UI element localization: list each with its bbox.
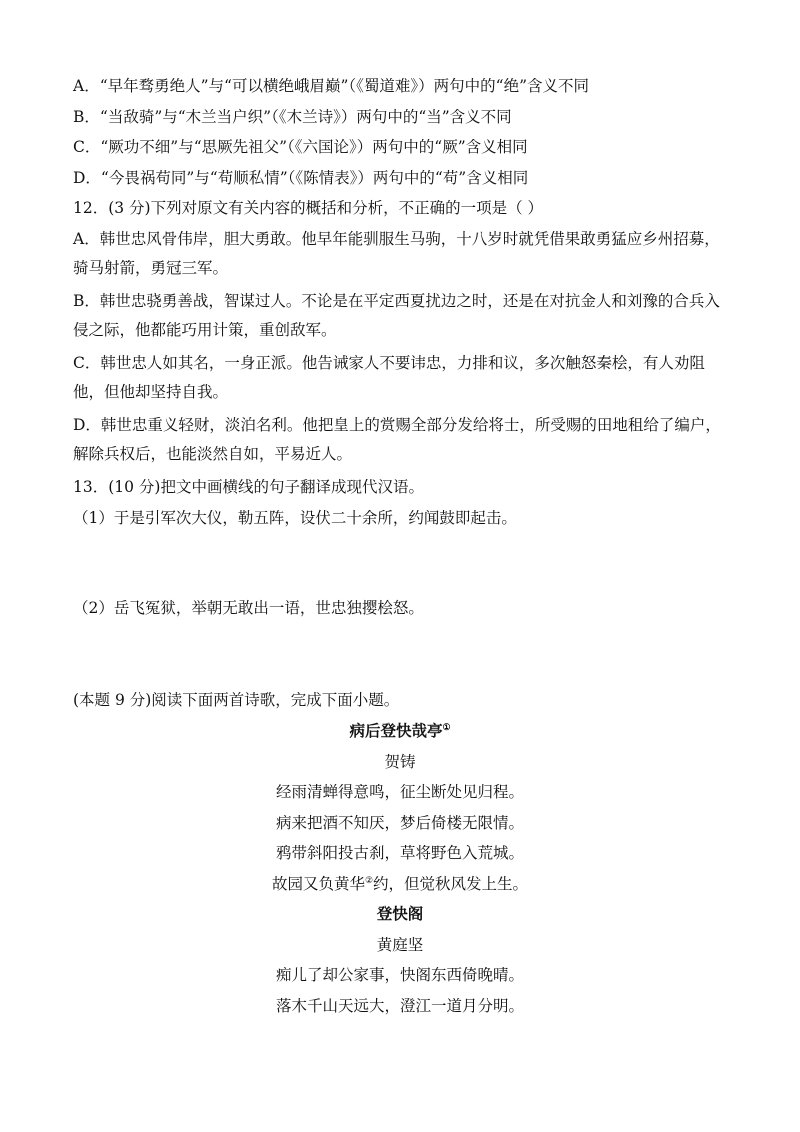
q12-option-a: A．韩世忠风骨伟岸，胆大勇敢。他早年能驯服生马驹，十八岁时就凭借果敢勇猛应乡州招募，骑马射箭，勇冠三军。 xyxy=(73,230,720,277)
q11-option-c: C．“厥功不细”与“思厥先祖父”（《六国论》）两句中的“厥”含义相同 xyxy=(73,138,528,156)
q13-answer-area-2 xyxy=(73,630,723,680)
q13-answer-area-1 xyxy=(73,540,723,590)
q13-item-1: （1）于是引军次大仪，勒五阵，设伏二十余所，约闻鼓即起击。 xyxy=(73,509,517,527)
q12-option-c: C．韩世忠人如其名，一身正派。他告诫家人不要讳忠，力排和议，多次触怒秦桧，有人劝阻他，但他却坚持自我。 xyxy=(73,354,705,401)
q11-option-d: D．“今畏祸苟同”与“苟顺私情”（《陈情表》）两句中的“苟”含义相同 xyxy=(73,169,529,187)
poem1-line-3: 鸦带斜阳投古刹，草将野色入荒城。 xyxy=(275,844,524,862)
q13-item-2: （2）岳飞冤狱，举朝无敢出一语，世忠独撄桧怒。 xyxy=(73,599,424,617)
q12-option-b: B．韩世忠骁勇善战，智谋过人。不论是在平定西夏扰边之时，还是在对抗金人和刘豫的合兵入侵之际，他都能巧用计策，重创敌军。 xyxy=(73,292,720,339)
poem1-title: 病后登快哉亭① xyxy=(349,721,451,740)
q13-stem: 13．(10 分)把文中画横线的句子翻译成现代汉语。 xyxy=(73,478,424,496)
poem2-line-2: 落木千山天远大，澄江一道月分明。 xyxy=(275,997,524,1015)
q12-option-d: D．韩世忠重义轻财，淡泊名利。他把皇上的赏赐全部分发给将士，所受赐的田地租给了编户，解除兵权后，也能淡然自如，平易近人。 xyxy=(73,416,721,463)
poem2-author: 黄庭坚 xyxy=(376,936,424,954)
q12-stem: 12．(3 分)下列对原文有关内容的概括和分析，不正确的一项是（ ） xyxy=(73,199,544,217)
poem1-author: 贺铸 xyxy=(384,753,416,771)
poem2-title: 登快阁 xyxy=(376,904,424,923)
poem1-line-1: 经雨清蝉得意鸣，征尘断处见归程。 xyxy=(275,783,524,801)
q11-option-a: A．“早年骛勇绝人”与“可以横绝峨眉巅”（《蜀道难》）两句中的“绝”含义不同 xyxy=(73,77,589,95)
poetry-section-intro: (本题 9 分)阅读下面两首诗歌，完成下面小题。 xyxy=(73,691,400,709)
poem1-line4-footnote: ② xyxy=(364,876,374,886)
poem1-title-footnote: ① xyxy=(442,723,451,733)
poem2-line-1: 痴儿了却公家事，快阁东西倚晚晴。 xyxy=(275,966,524,984)
poem1-line-4: 故园又负黄华②约，但觉秋风发上生。 xyxy=(271,875,529,893)
q11-option-b: B．“当敌骑”与“木兰当户织”（《木兰诗》）两句中的“当”含义不同 xyxy=(73,108,512,126)
poem1-line-2: 病来把酒不知厌，梦后倚楼无限情。 xyxy=(275,814,524,832)
